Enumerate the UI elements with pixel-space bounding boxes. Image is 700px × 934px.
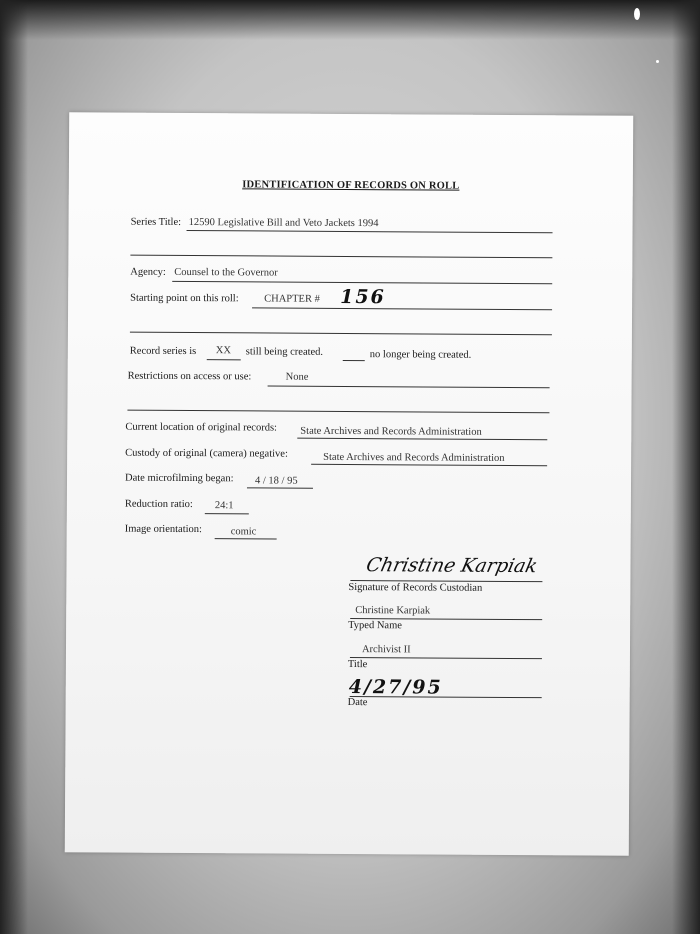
still-being-created-label: still being created. [245,346,324,358]
starting-point-line [252,307,552,310]
title-line [350,657,542,659]
restrictions-value: None [285,371,309,383]
agency-value: Counsel to the Governor [174,266,278,279]
custody-line [311,464,547,466]
no-longer-line [343,360,365,361]
location-value: State Archives and Records Administration [300,425,482,438]
orientation-label: Image orientation: [124,523,203,536]
custody-value: State Archives and Records Administration [323,451,505,464]
date-handwritten-value: 4/27/95 [348,676,443,699]
date-caption: Date [347,696,368,709]
date-began-value: 4 / 18 / 95 [254,475,298,487]
records-form-sheet [65,112,634,855]
typed-name-value: Christine Karpiak [355,605,431,617]
dust-speck [634,8,640,20]
location-label: Current location of original records: [125,421,277,434]
restrictions-line [268,386,550,389]
agency-label: Agency: [130,266,166,278]
agency-line [172,281,552,284]
starting-point-value: CHAPTER # [264,293,320,305]
date-began-label: Date microfilming began: [124,472,234,485]
orientation-value: comic [230,526,257,538]
starting-point-line-2 [130,332,552,336]
custodian-signature: Christine Karpiak [364,554,540,578]
title-caption: Title [347,658,368,671]
record-series-line [207,359,241,360]
series-title-line-2 [130,255,552,259]
restrictions-line-2 [127,410,549,414]
film-edge-right [672,0,700,934]
title-value: Archivist II [361,644,411,656]
starting-point-handwritten: 156 [340,285,386,309]
form-title: IDENTIFICATION OF RECORDS ON ROLL [242,179,460,192]
series-title-value: 12590 Legislative Bill and Veto Jackets 1994 [188,217,379,230]
starting-point-label: Starting point on this roll: [130,292,239,305]
location-line [297,438,547,441]
film-edge-top [0,0,700,40]
record-series-value: XX [215,345,232,357]
typed-name-caption: Typed Name [348,619,402,632]
series-title-label: Series Title: [130,216,182,228]
reduction-line [205,513,249,514]
no-longer-being-created-label: no longer being created. [369,349,472,361]
orientation-line [215,538,277,539]
dust-speck [656,60,659,63]
series-title-line [187,230,553,233]
reduction-value: 24:1 [214,500,234,512]
record-series-label: Record series is [129,345,197,358]
date-began-line [247,487,313,488]
restrictions-label: Restrictions on access or use: [127,370,252,383]
film-edge-left [0,0,28,934]
custody-label: Custody of original (camera) negative: [125,447,288,460]
reduction-label: Reduction ratio: [124,498,193,511]
signature-caption: Signature of Records Custodian [348,581,483,594]
